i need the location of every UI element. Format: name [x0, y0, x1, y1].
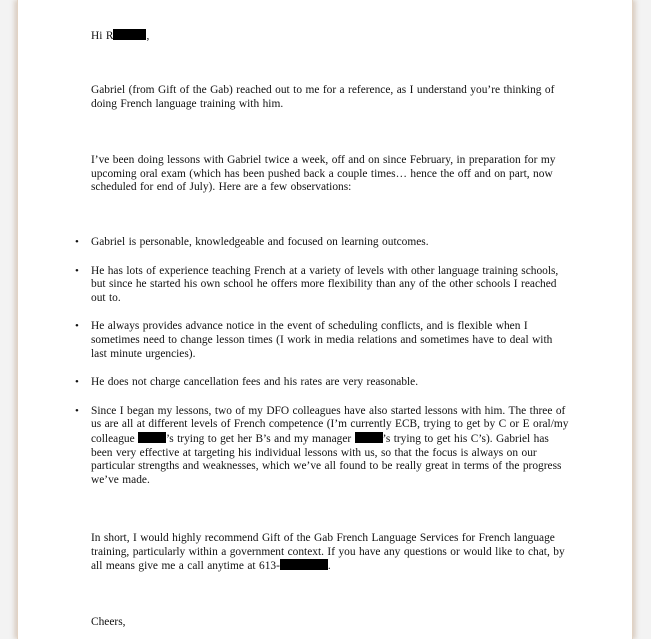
- greeting: [91, 29, 571, 44]
- recommendation-text: In short, I would highly recommend Gift of the Gab French Language Services for French language training, particularly within a government context. If you have any questions or would like to chat, by all means give me a call anytime at 613-: [91, 532, 565, 573]
- list-item-text-part3: ’s trying to get his C’s). Gabriel has been very effective at targeting his individual lessons with us, so that the focus is always on our particular strengths and weaknesses, which we’ve all found to be really great in terms of the progress we’ve made.: [91, 432, 562, 486]
- redacted-phone-number: [280, 559, 328, 570]
- greeting-text: Hi R: [91, 30, 114, 42]
- document-page: [17, 0, 633, 639]
- list-item-text-part1: Since I began my lessons, two of my DFO colleagues have also started lessons with him. The three of us are all at different levels of French competence (I’m currently ECB, trying to get by C or E oral/my colleague: [91, 404, 569, 445]
- list-item: [75, 236, 571, 250]
- list-item-text-part2: ’s trying to get her B’s and my manager: [166, 432, 355, 445]
- list-item-text: Gabriel is personable, knowledgeable and focused on learning outcomes.: [91, 236, 429, 248]
- list-item-text: He always provides advance notice in the event of scheduling conflicts, and is flexible when I sometimes need to change lesson times (I work in media relations and sometimes have to deal with last minute urgencies).: [91, 320, 553, 360]
- paragraph-intro: Gabriel (from Gift of the Gab) reached out to me for a reference, as I understand you’re thinking of doing French language training with him.: [91, 84, 555, 110]
- list-item: [75, 404, 571, 488]
- recommendation-period: .: [327, 560, 331, 573]
- paragraph-recommendation: [91, 532, 571, 574]
- bullet-icon: •: [75, 376, 79, 389]
- list-item-text: He has lots of experience teaching French at a variety of levels with other language training schools, but since he started his own school he offers more flexibility than any of the other schools I reached out to.: [91, 264, 559, 304]
- redacted-name: [113, 29, 146, 40]
- redacted-manager-name: [355, 432, 383, 443]
- bullet-icon: •: [75, 264, 79, 277]
- greeting-comma: ,: [146, 30, 150, 42]
- bullet-icon: •: [75, 320, 79, 333]
- paragraph-background: I’ve been doing lessons with Gabriel twice a week, off and on since February, in preparation for my upcoming oral exam (which has been pushed back a couple times… hence the off and on part, now scheduled for end of July). Here are a few observations:: [91, 154, 556, 194]
- list-item-text: He does not charge cancellation fees and his rates are very reasonable.: [91, 376, 419, 389]
- bullet-icon: •: [75, 236, 79, 248]
- bullet-icon: •: [75, 404, 79, 417]
- observations-list: [75, 236, 571, 502]
- list-item: [75, 376, 571, 390]
- list-item: [75, 320, 571, 361]
- redacted-colleague-name: [138, 432, 166, 443]
- list-item: [75, 264, 571, 306]
- closing: Cheers,: [91, 616, 126, 628]
